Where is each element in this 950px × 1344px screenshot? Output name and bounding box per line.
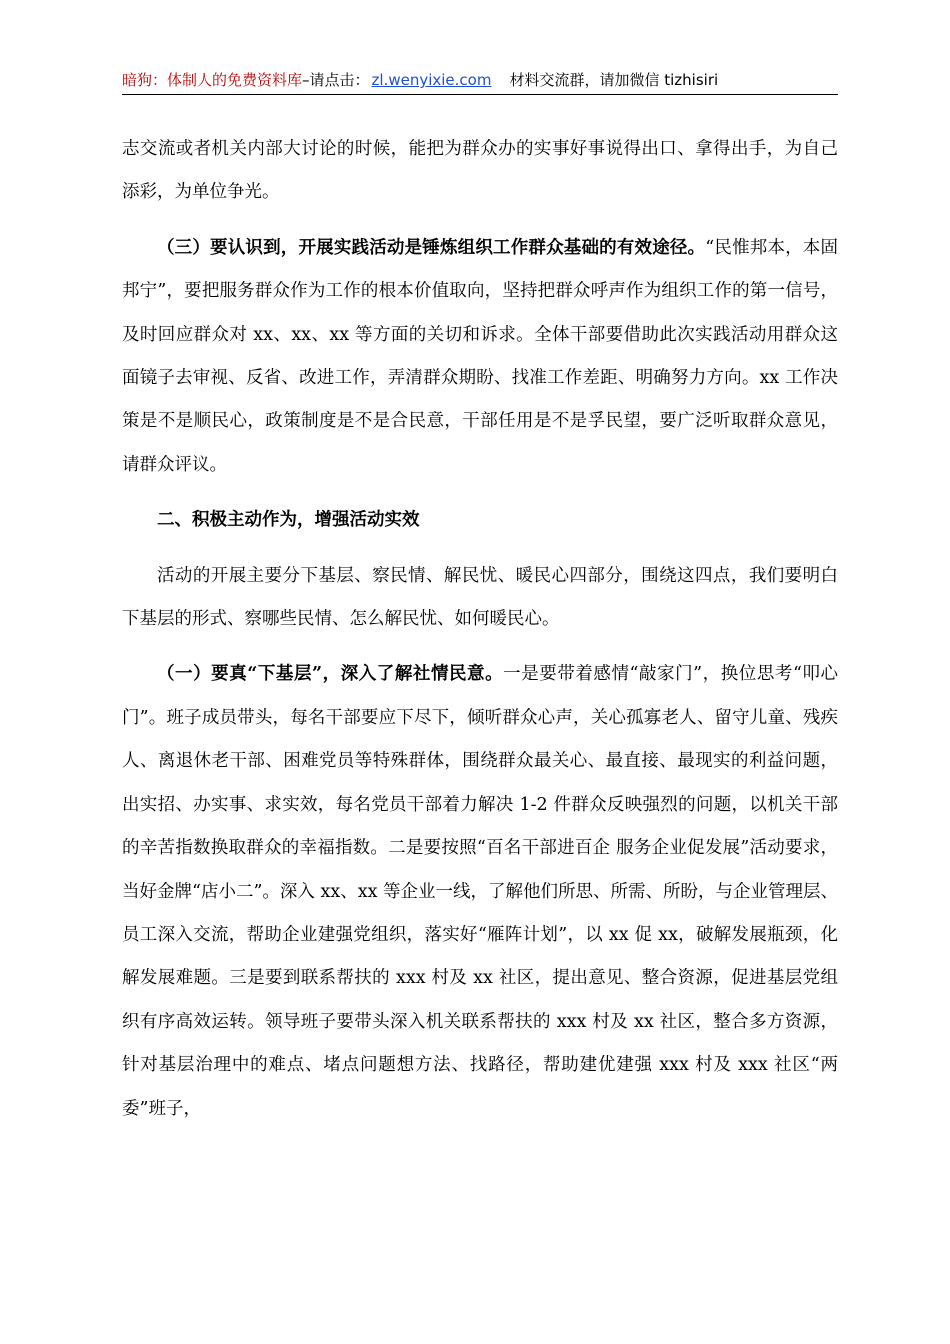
page-header bbox=[122, 66, 838, 95]
paragraph-activity-overview: 活动的开展主要分下基层、察民情、解民忧、暖民心四部分，围绕这四点，我们要明白下基层的形式、察哪些民情、怎么解民忧、如何暖民心。 bbox=[122, 565, 838, 630]
subsection-1-text: 一是要带着感情“敲家门”，换位思考“叩心门”。班子成员带头，每名干部要应下尽下，倾听群众心声，关心孤寡老人、留守儿童、残疾人、离退休老干部、困难党员等特殊群体，围绕群众最关心、最直接、最现实的利益问题，出实招、办实事、求实效，每名党员干部着力解决 1-2 件群众反映强烈的问题，以机关干部的辛苦指数换取群众的幸福指数。二是要按照“百名干部进百企 服务企业促发展”活动要求，当好金牌“店小二”。深入 xx、xx 等企业一线，了解他们所思、所需、所盼，与企业管理层、员工深入交流，帮助企业建强党组织，落实好“雁阵计划”，以 xx 促 xx，破解发展瓶颈，化解发展难题。三是要到联系帮扶的 xxx 村及 xx 社区，提出意见、整合资源，促进基层党组织有序高效运转。领导班子要带头深入机关联系帮扶的 xxx 村及 xx 社区，整合多方资源，针对基层治理中的难点、堵点问题想方法、找路径，帮助建优建强 xxx 村及 xxx 社区“两委”班子， bbox=[122, 664, 838, 1119]
section-3-text: “民惟邦本，本固邦宁”，要把服务群众作为工作的根本价值取向，坚持把群众呼声作为组织工作的第一信号，及时回应群众对 xx、xx、xx 等方面的关切和诉求。全体干部要借助此次实践活动用群众这面镜子去审视、反省、改进工作，弄清群众期盼、找准工作差距、明确努力方向。xx 工作决策是不是顺民心，政策制度是不是合民意，干部任用是不是孚民望，要广泛听取群众意见，请群众评议。 bbox=[122, 237, 838, 475]
section-3-heading: （三）要认识到，开展实践活动是锤炼组织工作群众基础的有效途径。 bbox=[157, 237, 706, 258]
paragraph-continued: 志交流或者机关内部大讨论的时候，能把为群众办的实事好事说得出口、拿得出手，为自己添彩，为单位争光。 bbox=[122, 139, 838, 203]
paragraph-subsection-1 bbox=[122, 653, 838, 1130]
part-2-title: 二、积极主动作为，增强活动实效 bbox=[157, 510, 420, 531]
paragraph-section-3 bbox=[122, 227, 838, 487]
header-website-link[interactable]: zl.wenyixie.com bbox=[371, 71, 492, 89]
header-click-prompt: –请点击： bbox=[302, 71, 370, 89]
subsection-1-heading: （一）要真“下基层”，深入了解社情民意。 bbox=[157, 664, 504, 685]
header-brand: 暗狗：体制人的免费资料库 bbox=[122, 71, 303, 89]
heading-part-2 bbox=[122, 499, 838, 542]
header-contact: 材料交流群，请加微信 tizhisiri bbox=[509, 71, 719, 89]
document-body bbox=[122, 128, 838, 1131]
